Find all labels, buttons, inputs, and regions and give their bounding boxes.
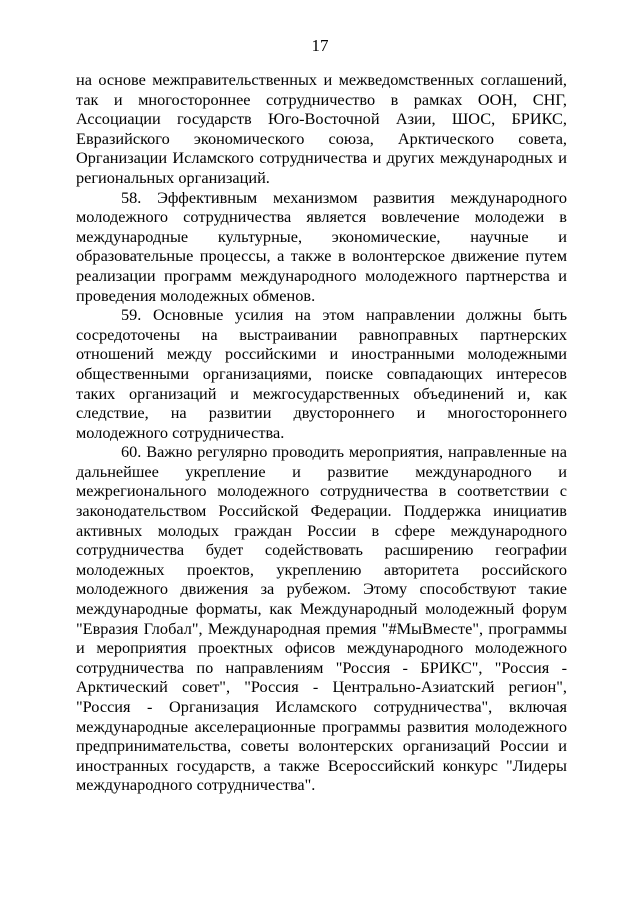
paragraph-60: 60. Важно регулярно проводить мероприятия, направленные на дальнейшее укрепление и развитие международного и межрегионального молодежного сотрудничества в соответствии с законодательством Российской Федерации. Поддержка инициатив активных молодых граждан России в сфере международного сотрудничества будет содействовать расширению географии молодежных проектов, укреплению авторитета российского молодежного движения за рубежом. Этому способствуют такие международные форматы, как Международный молодежный форум "Евразия Глобал", Международная премия "#МыВместе", программы и мероприятия проектных офисов международного молодежного сотрудничества по направлениям "Россия - БРИКС", "Россия - Арктический совет", "Россия - Центрально-Азиатский регион", "Россия - Организация Исламского сотрудничества", включая международные акселерационные программы развития молодежного предпринимательства, советы волонтерских организаций России и иностранных государств, а также Всероссийский конкурс "Лидеры международного сотрудничества".	[76, 442, 567, 795]
paragraph-58: 58. Эффективным механизмом развития международного молодежного сотрудничества является вовлечение молодежи в международные культурные, экономические, научные и образовательные процессы, а также в волонтерское движение путем реализации программ международного молодежного партнерства и проведения молодежных обменов.	[76, 187, 567, 305]
paragraph-continuation: на основе межправительственных и межведомственных соглашений, так и многостороннее сотрудничество в рамках ООН, СНГ, Ассоциации государств Юго-Восточной Азии, ШОС, БРИКС, Евразийского экономического союза, Арктического совета, Организации Исламского сотрудничества и других международных и региональных организаций.	[76, 70, 567, 187]
paragraph-59: 59. Основные усилия на этом направлении должны быть сосредоточены на выстраивании равноправных партнерских отношений между российскими и иностранными молодежными общественными организациями, поиске совпадающих интересов таких организаций и межгосударственных объединений и, как следствие, на развитии двустороннего и многостороннего молодежного сотрудничества.	[76, 305, 567, 442]
page-number: 17	[311, 36, 329, 55]
document-body	[76, 70, 567, 795]
